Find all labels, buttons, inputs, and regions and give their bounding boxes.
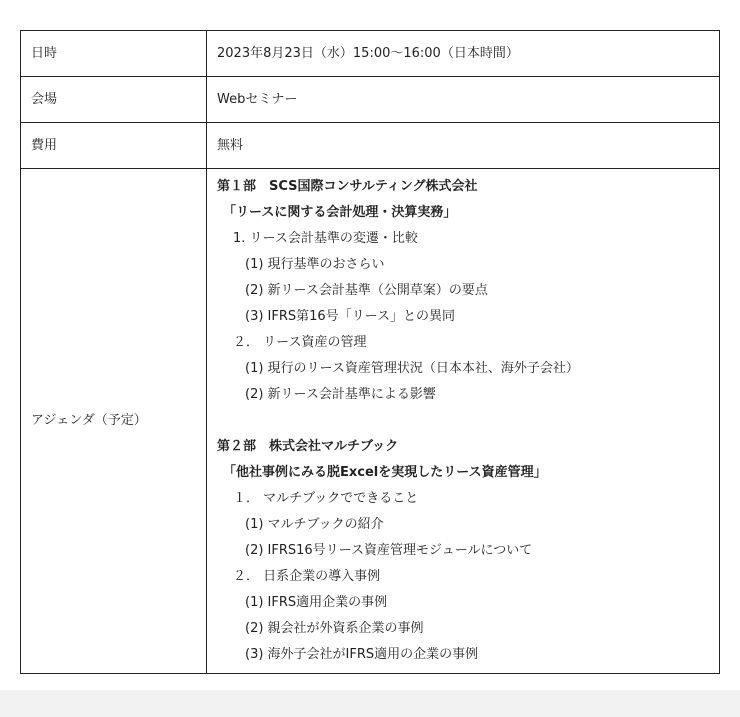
part1-title: 「リースに関する会計処理・決算実務」	[223, 205, 457, 220]
agenda-list-item: (3) 海外子会社がIFRS適用の企業の事例	[245, 647, 479, 662]
part2-heading: 第２部 株式会社マルチブック	[217, 439, 399, 454]
agenda-list-item: (1) IFRS適用企業の事例	[245, 595, 388, 610]
agenda-list-item: (2) 新リース会計基準による影響	[245, 387, 436, 402]
agenda-list-item: (1) 現行基準のおさらい	[245, 257, 385, 272]
agenda-content	[207, 169, 720, 674]
agenda-list-item: (1) マルチブックの紹介	[245, 517, 384, 532]
fee-value: 無料	[207, 123, 720, 169]
venue-value: Webセミナー	[207, 77, 720, 123]
table-row-venue	[21, 77, 720, 123]
agenda-list-item: (2) 親会社が外資系企業の事例	[245, 621, 424, 636]
venue-label: 会場	[21, 77, 207, 123]
agenda-spacer	[217, 408, 709, 434]
part2-section1-heading: １． マルチブックでできること	[233, 491, 419, 506]
table-row-agenda	[21, 169, 720, 674]
part2-section2-heading: ２． 日系企業の導入事例	[233, 569, 381, 584]
fee-label: 費用	[21, 123, 207, 169]
part1-section1-heading: 1. リース会計基準の変遷・比較	[233, 231, 418, 246]
part2-title: 「他社事例にみる脱Excelを実現したリース資産管理」	[223, 465, 547, 480]
agenda-list-item: (2) IFRS16号リース資産管理モジュールについて	[245, 543, 533, 558]
agenda-list-item: (1) 現行のリース資産管理状況（日本本社、海外子会社）	[245, 361, 579, 376]
part1-section2-heading: ２． リース資産の管理	[233, 335, 367, 350]
agenda-label: アジェンダ（予定）	[21, 169, 207, 674]
agenda-list-item: (2) 新リース会計基準（公開草案）の要点	[245, 283, 488, 298]
event-info-table	[20, 30, 720, 674]
table-row-fee	[21, 123, 720, 169]
datetime-label: 日時	[21, 31, 207, 77]
datetime-value: 2023年8月23日（水）15:00〜16:00（日本時間）	[207, 31, 720, 77]
agenda-list-item: (3) IFRS第16号「リース」との異同	[245, 309, 456, 324]
table-row-datetime	[21, 31, 720, 77]
part1-heading: 第１部 SCS国際コンサルティング株式会社	[217, 179, 478, 194]
